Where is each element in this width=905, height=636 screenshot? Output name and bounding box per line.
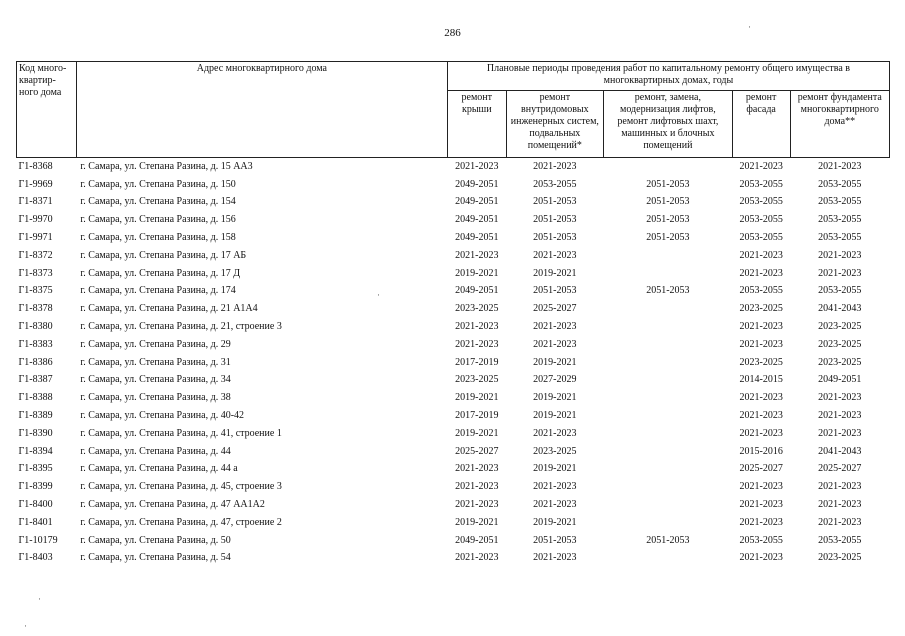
cell-elevators: [604, 247, 733, 265]
cell-systems: 2021-2023: [533, 499, 577, 511]
cell-address: г. Самара, ул. Степана Разина, д. 54: [80, 552, 231, 564]
cell-elevators: 2051-2053: [646, 178, 690, 190]
cell-foundation: 2023-2025: [818, 356, 862, 368]
cell-address: г. Самара, ул. Степана Разина, д. 38: [80, 392, 231, 404]
cell-systems: 2019-2021: [533, 392, 577, 404]
cell-address: г. Самара, ул. Степана Разина, д. 17 Д: [80, 267, 241, 279]
cell-systems: 2021-2023: [533, 481, 577, 493]
cell-roof: 2049-2051: [455, 214, 499, 226]
scan-speck: ·: [748, 22, 751, 32]
cell-address: г. Самара, ул. Степана Разина, д. 47, строение 2: [80, 516, 282, 528]
header-address: Адрес многоквартирного дома: [76, 62, 447, 158]
table-row: [17, 354, 890, 372]
cell-roof: 2021-2023: [455, 338, 499, 350]
cell-facade: 2021-2023: [739, 392, 783, 404]
cell-roof: 2019-2021: [455, 516, 499, 528]
cell-roof: 2049-2051: [455, 178, 499, 190]
cell-systems: 2019-2021: [533, 356, 577, 368]
cell-facade: 2021-2023: [739, 481, 783, 493]
cell-code: Г1-8400: [18, 499, 53, 511]
cell-code: Г1-8368: [18, 160, 53, 172]
cell-roof: 2023-2025: [455, 303, 499, 315]
cell-roof: 2025-2027: [455, 445, 499, 457]
table-row: [17, 318, 890, 336]
table-row: [17, 158, 890, 176]
scan-speck: ·: [24, 621, 27, 631]
cell-elevators: [604, 265, 733, 283]
cell-foundation: 2021-2023: [818, 392, 862, 404]
cell-elevators: [604, 354, 733, 372]
cell-code: Г1-8387: [18, 374, 53, 386]
cell-code: Г1-8388: [18, 392, 53, 404]
cell-code: Г1-8375: [18, 285, 53, 297]
cell-foundation: 2053-2055: [818, 285, 862, 297]
table-body: [17, 158, 890, 568]
cell-facade: 2053-2055: [739, 196, 783, 208]
table-row: [17, 229, 890, 247]
cell-code: Г1-8383: [18, 338, 53, 350]
cell-address: г. Самара, ул. Степана Разина, д. 15 АА3: [80, 160, 253, 172]
cell-elevators: [604, 318, 733, 336]
cell-facade: 2025-2027: [739, 463, 783, 475]
cell-systems: 2019-2021: [533, 267, 577, 279]
cell-systems: 2051-2053: [533, 232, 577, 244]
cell-code: Г1-8390: [18, 427, 53, 439]
cell-elevators: [604, 389, 733, 407]
cell-elevators: [604, 514, 733, 532]
cell-roof: 2019-2021: [455, 427, 499, 439]
cell-systems: 2021-2023: [533, 552, 577, 564]
cell-facade: 2021-2023: [739, 552, 783, 564]
cell-foundation: 2023-2025: [818, 321, 862, 333]
cell-elevators: [604, 425, 733, 443]
cell-address: г. Самара, ул. Степана Разина, д. 29: [80, 338, 231, 350]
cell-systems: 2021-2023: [533, 160, 577, 172]
cell-facade: 2021-2023: [739, 516, 783, 528]
cell-roof: 2021-2023: [455, 249, 499, 261]
cell-systems: 2021-2023: [533, 321, 577, 333]
cell-address: г. Самара, ул. Степана Разина, д. 50: [80, 534, 231, 546]
cell-code: Г1-9970: [18, 214, 53, 226]
cell-roof: 2021-2023: [455, 499, 499, 511]
cell-code: Г1-10179: [18, 534, 58, 546]
cell-facade: 2023-2025: [739, 303, 783, 315]
cell-foundation: 2025-2027: [818, 463, 862, 475]
header-facade: ремонт фасада: [732, 91, 790, 158]
cell-elevators: [604, 407, 733, 425]
cell-foundation: 2021-2023: [818, 249, 862, 261]
cell-elevators: [604, 158, 733, 176]
cell-code: Г1-8403: [18, 552, 53, 564]
cell-foundation: 2023-2025: [818, 338, 862, 350]
cell-facade: 2021-2023: [739, 427, 783, 439]
cell-address: г. Самара, ул. Степана Разина, д. 44: [80, 445, 231, 457]
cell-facade: 2021-2023: [739, 267, 783, 279]
cell-roof: 2017-2019: [455, 356, 499, 368]
cell-systems: 2019-2021: [533, 516, 577, 528]
table-row: [17, 425, 890, 443]
cell-roof: 2021-2023: [455, 552, 499, 564]
cell-foundation: 2021-2023: [818, 499, 862, 511]
page-number: 286: [444, 27, 461, 39]
cell-elevators: [604, 461, 733, 479]
cell-code: Г1-8373: [18, 267, 53, 279]
header-elevators: ремонт, замена, модернизация лифтов, ремонт лифтовых шахт, машинных и блочных помещений: [604, 91, 733, 158]
cell-roof: 2017-2019: [455, 410, 499, 422]
header-foundation: ремонт фундамента многоквартирного дома**: [790, 91, 889, 158]
cell-address: г. Самара, ул. Степана Разина, д. 21 А1А4: [80, 303, 258, 315]
cell-foundation: 2021-2023: [818, 481, 862, 493]
header-code: Код много-квартир-ного дома: [17, 62, 77, 158]
cell-address: г. Самара, ул. Степана Разина, д. 21, строение 3: [80, 321, 282, 333]
table-row: [17, 211, 890, 229]
cell-facade: 2021-2023: [739, 338, 783, 350]
cell-address: г. Самара, ул. Степана Разина, д. 174: [80, 285, 236, 297]
cell-foundation: 2053-2055: [818, 214, 862, 226]
cell-roof: 2019-2021: [455, 392, 499, 404]
table-row: [17, 194, 890, 212]
cell-foundation: 2053-2055: [818, 232, 862, 244]
table-row: [17, 283, 890, 301]
cell-roof: 2021-2023: [455, 481, 499, 493]
cell-facade: 2053-2055: [739, 534, 783, 546]
cell-foundation: 2021-2023: [818, 267, 862, 279]
table-row: [17, 300, 890, 318]
cell-foundation: 2023-2025: [818, 552, 862, 564]
table-row: [17, 372, 890, 390]
cell-elevators: 2051-2053: [646, 214, 690, 226]
cell-facade: 2053-2055: [739, 214, 783, 226]
cell-address: г. Самара, ул. Степана Разина, д. 45, строение 3: [80, 481, 282, 493]
cell-code: Г1-8380: [18, 321, 53, 333]
cell-address: г. Самара, ул. Степана Разина, д. 47 АА1А2: [80, 499, 265, 511]
cell-address: г. Самара, ул. Степана Разина, д. 31: [80, 356, 231, 368]
scan-speck: ·: [377, 290, 380, 300]
cell-address: г. Самара, ул. Степана Разина, д. 34: [80, 374, 231, 386]
cell-systems: 2025-2027: [533, 303, 577, 315]
cell-elevators: 2051-2053: [646, 285, 690, 297]
cell-elevators: 2051-2053: [646, 196, 690, 208]
cell-roof: 2021-2023: [455, 463, 499, 475]
cell-address: г. Самара, ул. Степана Разина, д. 156: [80, 214, 236, 226]
cell-foundation: 2021-2023: [818, 427, 862, 439]
table-row: [17, 443, 890, 461]
cell-code: Г1-8389: [18, 410, 53, 422]
cell-facade: 2023-2025: [739, 356, 783, 368]
header-periods: Плановые периоды проведения работ по капитальному ремонту общего имущества в многоквартирных домах, годы: [447, 62, 889, 91]
header-roof: ремонт крыши: [447, 91, 506, 158]
cell-facade: 2021-2023: [739, 410, 783, 422]
header-systems: ремонт внутридомовых инженерных систем, подвальных помещений*: [506, 91, 603, 158]
cell-elevators: [604, 300, 733, 318]
cell-facade: 2021-2023: [739, 160, 783, 172]
table-row: [17, 532, 890, 550]
table-row: [17, 478, 890, 496]
cell-roof: 2049-2051: [455, 232, 499, 244]
table-row: [17, 407, 890, 425]
cell-code: Г1-8401: [18, 516, 53, 528]
scan-speck: ·: [38, 594, 41, 604]
cell-facade: 2053-2055: [739, 285, 783, 297]
cell-systems: 2019-2021: [533, 463, 577, 475]
cell-systems: 2051-2053: [533, 196, 577, 208]
table-row: [17, 389, 890, 407]
cell-address: г. Самара, ул. Степана Разина, д. 150: [80, 178, 236, 190]
cell-systems: 2021-2023: [533, 427, 577, 439]
cell-code: Г1-8371: [18, 196, 53, 208]
table-row: [17, 265, 890, 283]
cell-roof: 2049-2051: [455, 534, 499, 546]
cell-elevators: [604, 478, 733, 496]
cell-elevators: [604, 336, 733, 354]
cell-roof: 2019-2021: [455, 267, 499, 279]
cell-elevators: [604, 496, 733, 514]
cell-address: г. Самара, ул. Степана Разина, д. 17 АБ: [80, 249, 247, 261]
cell-elevators: [604, 550, 733, 568]
cell-code: Г1-8386: [18, 356, 53, 368]
cell-foundation: 2053-2055: [818, 534, 862, 546]
cell-foundation: 2049-2051: [818, 374, 862, 386]
cell-roof: 2049-2051: [455, 285, 499, 297]
table-row: [17, 336, 890, 354]
table-row: [17, 176, 890, 194]
cell-code: Г1-8399: [18, 481, 53, 493]
table-row: [17, 550, 890, 568]
table-row: [17, 514, 890, 532]
cell-systems: 2023-2025: [533, 445, 577, 457]
cell-code: Г1-9969: [18, 178, 53, 190]
cell-elevators: 2051-2053: [646, 232, 690, 244]
cell-systems: 2051-2053: [533, 534, 577, 546]
cell-elevators: 2051-2053: [646, 534, 690, 546]
cell-systems: 2051-2053: [533, 214, 577, 226]
cell-elevators: [604, 372, 733, 390]
cell-address: г. Самара, ул. Степана Разина, д. 40-42: [80, 410, 245, 422]
cell-address: г. Самара, ул. Степана Разина, д. 44 а: [80, 463, 238, 475]
cell-elevators: [604, 443, 733, 461]
table-row: [17, 461, 890, 479]
cell-roof: 2021-2023: [455, 321, 499, 333]
cell-address: г. Самара, ул. Степана Разина, д. 158: [80, 232, 236, 244]
cell-systems: 2051-2053: [533, 285, 577, 297]
cell-code: Г1-8372: [18, 249, 53, 261]
cell-facade: 2015-2016: [739, 445, 783, 457]
cell-roof: 2023-2025: [455, 374, 499, 386]
cell-foundation: 2041-2043: [818, 303, 862, 315]
cell-code: Г1-8394: [18, 445, 53, 457]
cell-code: Г1-8378: [18, 303, 53, 315]
cell-roof: 2049-2051: [455, 196, 499, 208]
cell-systems: 2027-2029: [533, 374, 577, 386]
cell-facade: 2021-2023: [739, 499, 783, 511]
cell-facade: 2053-2055: [739, 178, 783, 190]
cell-systems: 2053-2055: [533, 178, 577, 190]
cell-facade: 2014-2015: [739, 374, 783, 386]
cell-systems: 2021-2023: [533, 338, 577, 350]
cell-address: г. Самара, ул. Степана Разина, д. 154: [80, 196, 236, 208]
cell-foundation: 2021-2023: [818, 410, 862, 422]
cell-foundation: 2053-2055: [818, 196, 862, 208]
cell-foundation: 2021-2023: [818, 160, 862, 172]
cell-facade: 2021-2023: [739, 321, 783, 333]
cell-code: Г1-8395: [18, 463, 53, 475]
repair-schedule-table: [16, 61, 890, 567]
cell-code: Г1-9971: [18, 232, 53, 244]
cell-facade: 2053-2055: [739, 232, 783, 244]
table-row: [17, 496, 890, 514]
cell-foundation: 2053-2055: [818, 178, 862, 190]
table-row: [17, 247, 890, 265]
cell-roof: 2021-2023: [455, 160, 499, 172]
cell-foundation: 2021-2023: [818, 516, 862, 528]
cell-foundation: 2041-2043: [818, 445, 862, 457]
cell-facade: 2021-2023: [739, 249, 783, 261]
cell-systems: 2019-2021: [533, 410, 577, 422]
cell-systems: 2021-2023: [533, 249, 577, 261]
cell-address: г. Самара, ул. Степана Разина, д. 41, строение 1: [80, 427, 282, 439]
